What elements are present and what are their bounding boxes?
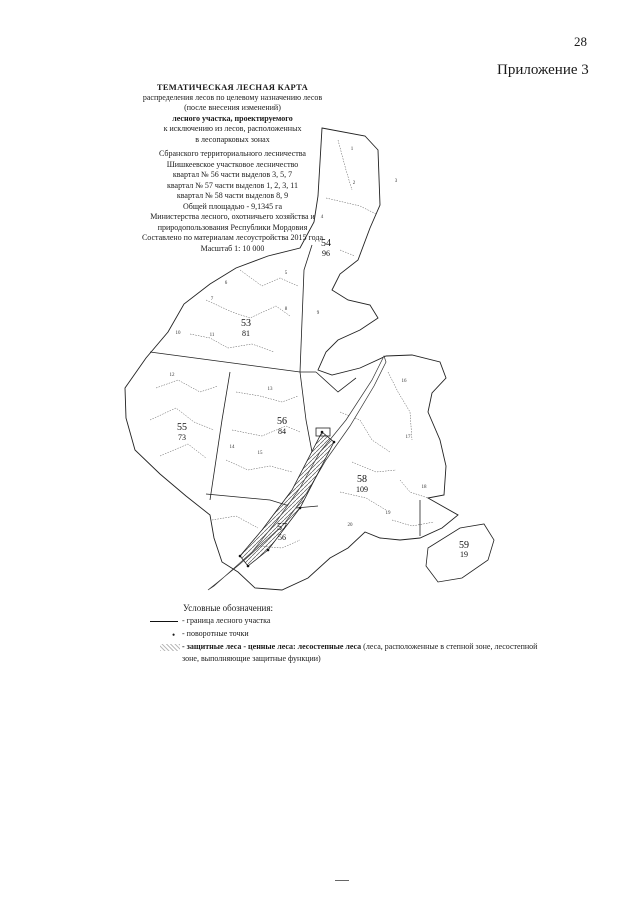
legend-points-text: - поворотные точки (182, 629, 249, 638)
stand-label: 20 (347, 523, 353, 528)
quarter-num-54: 54 (321, 238, 331, 249)
district-name: Шишкеевское участковое лесничество (166, 159, 299, 169)
quarter-area-58: 109 (356, 485, 368, 494)
ministry-line-1: Министерства лесного, охотничьего хозяйства и (150, 212, 315, 221)
title-line-3: лесного участка, проектируемого (172, 113, 293, 123)
forestry-name: Сбранского территориального лесничества (159, 149, 306, 158)
stand-label: 14 (229, 445, 235, 450)
legend-protective-prefix: - защитные леса - ценные леса: лесостепные леса (182, 642, 362, 651)
stand-label: 3 (394, 179, 398, 184)
stand-label: 16 (401, 379, 407, 384)
stand-label: 4 (320, 215, 324, 220)
stand-label: 10 (175, 331, 181, 336)
quarter-area-56: 84 (278, 427, 286, 436)
quarter-num-55: 55 (177, 422, 187, 433)
quarter-line-3: квартал № 58 части выделов 8, 9 (176, 191, 289, 200)
stand-label: 11 (209, 333, 215, 338)
map-legend (150, 602, 550, 665)
stand-label: 7 (210, 297, 214, 302)
page-number: 28 (574, 34, 587, 49)
forest-outer-boundary (125, 128, 458, 590)
legend-protective-rest: (леса, расположенные в степной зоне, лесостепной зоне, выполняющие защитные функции) (182, 642, 538, 663)
quarter-num-58: 58 (357, 474, 367, 485)
legend-row-points (150, 628, 550, 640)
stand-label: 8 (284, 307, 288, 312)
protective-forest-strip (240, 432, 334, 566)
stand-label: 2 (352, 181, 356, 186)
bottom-mark (335, 880, 349, 881)
legend-title: Условные обозначения: (183, 603, 274, 613)
quarter-num-59: 59 (459, 540, 469, 551)
quarter-boundaries (150, 245, 420, 536)
quarter-area-53: 81 (242, 329, 250, 338)
quarter-area-57: 56 (278, 533, 286, 542)
stand-label: 15 (257, 451, 263, 456)
appendix-label: Приложение 3 (497, 62, 589, 78)
stand-label: 5 (284, 271, 288, 276)
quarter-line-2: квартал № 57 части выделов 1, 2, 3, 11 (167, 180, 298, 190)
stand-label: 1 (350, 147, 354, 152)
stand-label: 17 (405, 435, 411, 440)
quarter-num-56: 56 (277, 416, 287, 427)
stand-label: 6 (224, 281, 228, 286)
ministry-line-2: природопользования Республики Мордовия (157, 222, 308, 232)
title-line-5: в лесопарковых зонах (195, 134, 270, 144)
map-scale: Масштаб 1: 10 000 (200, 243, 265, 253)
legend-row-boundary (150, 615, 550, 627)
legend-protective-text (182, 641, 550, 665)
boundary-line-icon (150, 621, 178, 622)
title-line-4: к исключению из лесов, расположенных (163, 124, 302, 133)
hatch-pattern-icon (160, 644, 180, 651)
stand-label: 18 (421, 485, 427, 490)
stand-label: 12 (169, 373, 175, 378)
total-area: Общей площадью - 9,1345 га (182, 201, 282, 211)
stand-label: 13 (267, 387, 273, 392)
quarter-area-59: 19 (460, 550, 468, 559)
quarter-area-55: 73 (178, 433, 186, 442)
turning-point-icon: • (172, 630, 176, 640)
quarter-line-1: квартал № 56 части выделов 3, 5, 7 (172, 170, 293, 179)
stand-label: 9 (316, 311, 320, 316)
quarter-num-57: 57 (277, 522, 287, 533)
quarter-area-54: 96 (322, 249, 330, 258)
legend-boundary-text: - граница лесного участка (182, 616, 271, 625)
legend-row-protective (150, 641, 550, 665)
road-corridor (208, 356, 386, 590)
source-note: Составлено по материалам лесоустройства 2015 года (141, 233, 324, 242)
title-line-1: распределения лесов по целевому назначению лесов (142, 92, 323, 102)
quarter-num-53: 53 (241, 318, 251, 329)
map-title: ТЕМАТИЧЕСКАЯ ЛЕСНАЯ КАРТА (156, 82, 309, 92)
stand-label: 19 (385, 511, 391, 516)
stand-boundaries (150, 140, 434, 548)
title-line-2: (после внесения изменений) (184, 103, 281, 112)
